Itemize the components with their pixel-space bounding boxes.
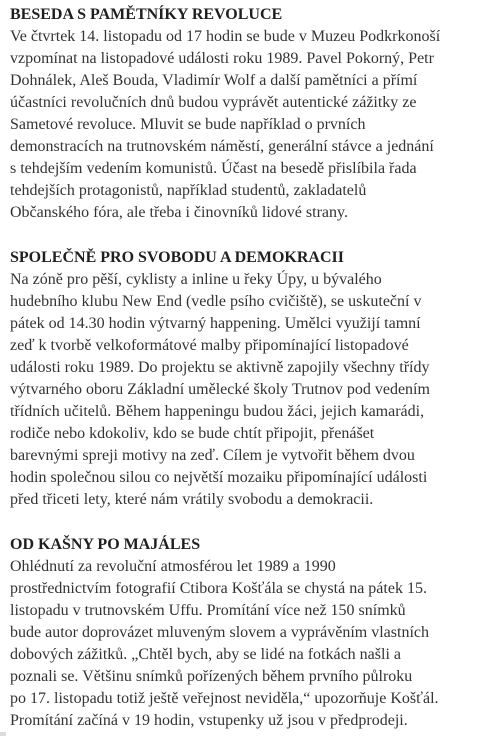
section-heading: SPOLEČNĚ PRO SVOBODU A DEMOKRACII	[10, 249, 344, 266]
section-spolecne	[10, 247, 486, 511]
section-paragraph	[10, 269, 486, 511]
paragraph-line: dobových zážitků. „Chtěl bych, aby se lidé na fotkách našli a	[10, 646, 401, 663]
paragraph-line: poznali se. Většinu snímků pořízených během prvního půlroku	[10, 668, 413, 685]
paragraph-line: Dohnálek, Aleš Bouda, Vladimír Wolf a další pamětníci a přímí	[10, 72, 418, 89]
paragraph-line: prostřednictvím fotografií Ctibora Košťála se chystá na pátek 15.	[10, 580, 427, 597]
paragraph-line: hudebního klubu New End (vedle psího cvičiště), se uskuteční v	[10, 293, 422, 310]
paragraph-line: vzpomínat na listopadové události roku 1989. Pavel Pokorný, Petr	[10, 50, 434, 67]
paragraph-line: Ve čtvrtek 14. listopadu od 17 hodin se bude v Muzeu Podkrkonoší	[10, 28, 441, 45]
section-beseda	[10, 4, 486, 224]
section-heading: BESEDA S PAMĚTNÍKY REVOLUCE	[10, 6, 283, 23]
paragraph-line: Ohlédnutí za revoluční atmosférou let 1989 a 1990	[10, 558, 336, 575]
paragraph-line: s tehdejším vedením komunistů. Účast na besedě přislíbila řada	[10, 160, 417, 177]
paragraph-line: účastníci revolučních dnů budou vyprávět autentické zážitky ze	[10, 94, 417, 111]
section-heading: OD KAŠNY PO MAJÁLES	[10, 536, 201, 553]
paragraph-line: před třiceti lety, které nám vrátily svobodu a demokracii.	[10, 491, 374, 508]
paragraph-line: rodiče nebo kdokoliv, kdo se bude chtít připojit, přenášet	[10, 425, 375, 442]
paragraph-line: pátek od 14.30 hodin výtvarný happening. Umělci využijí tamní	[10, 315, 421, 332]
paragraph-line: události roku 1989. Do projektu se aktivně zapojily všechny třídy	[10, 359, 430, 376]
paragraph-line: výtvarného oboru Základní umělecké školy Trutnov pod vedením	[10, 381, 430, 398]
paragraph-line: Občanského fóra, ale třeba i činovníků lidové strany.	[10, 204, 348, 221]
article	[10, 4, 486, 755]
paragraph-line: Sametové revoluce. Mluvit se bude například o prvních	[10, 116, 366, 133]
paragraph-line: tehdejších protagonistů, například studentů, zakladatelů	[10, 182, 367, 199]
paragraph-line: po 17. listopadu totiž ještě veřejnost neviděla,“ upozorňuje Košťál.	[10, 690, 439, 707]
page-edge-mark	[0, 732, 6, 736]
paragraph-line: zeď k tvorbě velkoformátové malby připomínající listopadové	[10, 337, 409, 354]
paragraph-line: Na zóně pro pěší, cyklisty a inline u řeky Úpy, u bývalého	[10, 271, 382, 288]
paragraph-line: bude autor doprovázet mluveným slovem a vyprávěním vlastních	[10, 624, 429, 641]
section-paragraph	[10, 26, 486, 224]
paragraph-line: hodin společnou silou co největší mozaiku připomínající události	[10, 469, 428, 486]
section-paragraph	[10, 556, 486, 732]
paragraph-line: demonstracích na trutnovském náměstí, generální stávce a jednání	[10, 138, 434, 155]
paragraph-line: listopadu v trutnovském Uffu. Promítání více než 150 snímků	[10, 602, 406, 619]
section-kasna	[10, 534, 486, 732]
paragraph-line: barevnými spreji motivy na zeď. Cílem je vytvořit během dvou	[10, 447, 415, 464]
paragraph-line: Promítání začíná v 19 hodin, vstupenky už jsou v předprodeji.	[10, 712, 408, 729]
paragraph-line: třídních učitelů. Během happeningu budou žáci, jejich kamarádi,	[10, 403, 425, 420]
